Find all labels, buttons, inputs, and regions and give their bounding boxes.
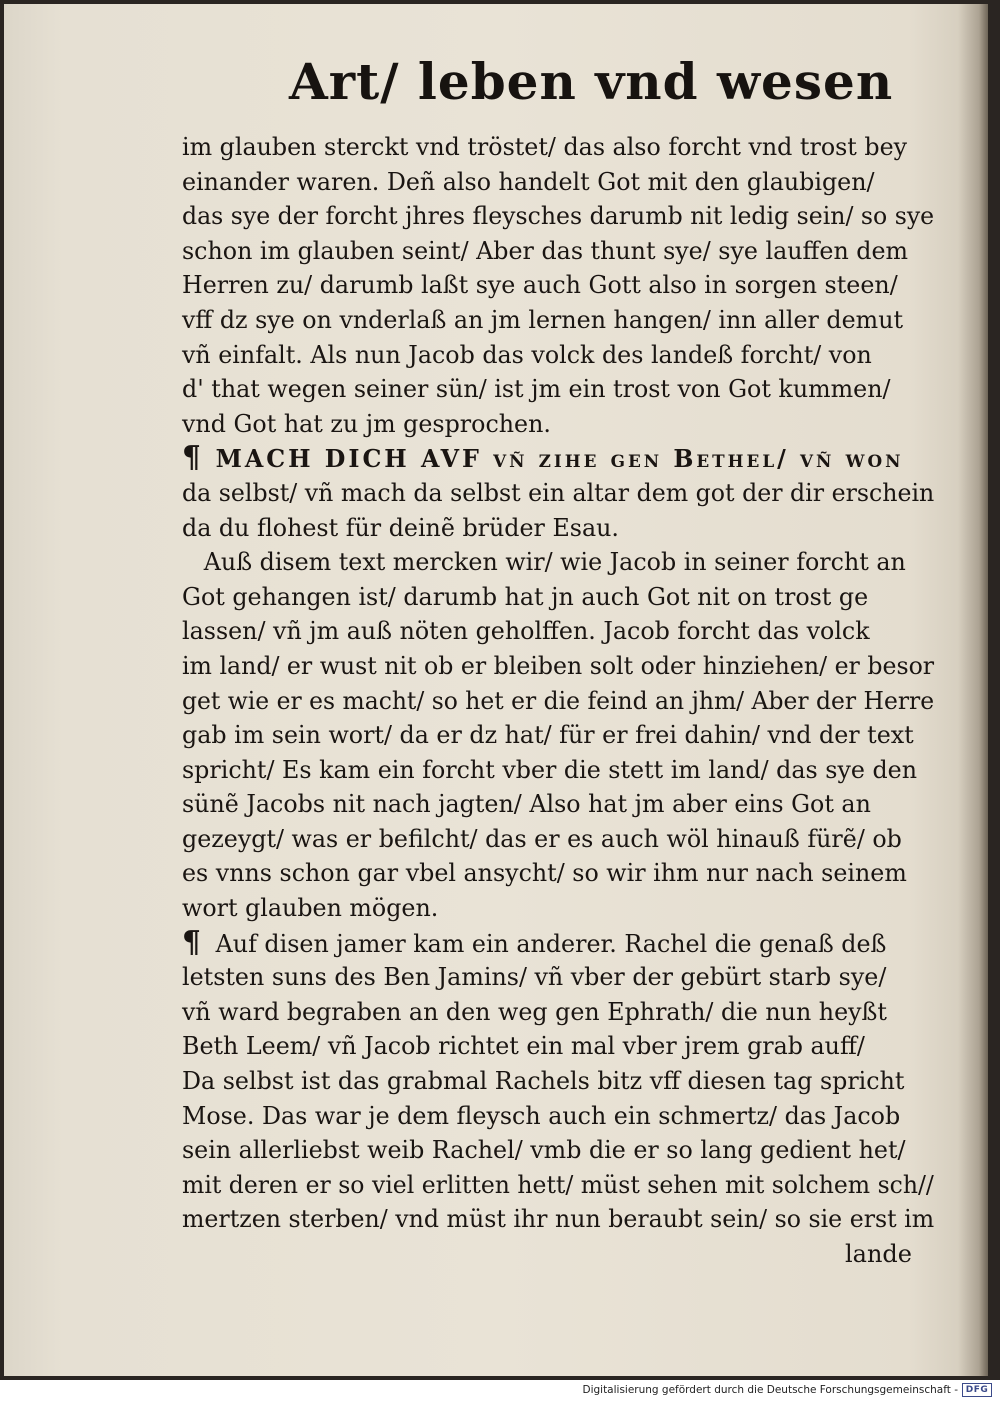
text-line	[182, 1064, 934, 1099]
text-line	[182, 130, 934, 165]
text-line	[182, 891, 934, 926]
line-text: Da selbst ist das grabmal Rachels bitz vff diesen tag spricht	[182, 1067, 905, 1096]
text-line	[182, 1202, 935, 1237]
text-line	[182, 1133, 934, 1168]
line-text: spricht/ Es kam ein forcht vber die stett im land/ das sye den	[182, 755, 918, 784]
book-page	[4, 4, 988, 1376]
line-text: vñ ward begraben an den weg gen Ephrath/ die nun heyßt	[182, 997, 887, 1026]
text-line	[182, 718, 934, 753]
text-line	[182, 511, 934, 546]
line-text: vnd Got hat zu jm gesprochen.	[182, 409, 551, 438]
text-line	[182, 303, 934, 338]
line-text: mertzen sterben/ vnd müst ihr nun beraubt sein/ so sie erst im	[182, 1205, 935, 1234]
line-text: da selbst/ vñ mach da selbst ein altar dem got der dir erschein	[182, 478, 935, 507]
text-line	[182, 995, 934, 1030]
line-text: sein allerliebst weib Rachel/ vmb die er so lang gedient het/	[182, 1136, 906, 1165]
text-line	[182, 856, 934, 891]
line-text: da du flohest für deinẽ brüder Esau.	[182, 513, 619, 542]
line-text: lassen/ vñ jm auß nöten geholffen. Jacob forcht das volck	[182, 617, 870, 646]
text-line	[182, 199, 935, 234]
line-text: im land/ er wust nit ob er bleiben solt oder hinziehen/ er besor	[182, 651, 935, 680]
line-text: gab im sein wort/ da er dz hat/ für er frei dahin/ vnd der text	[182, 721, 914, 750]
line-text: Auf disen jamer kam ein anderer. Rachel die genaß deß	[215, 929, 887, 958]
line-text: einander waren. Deñ also handelt Got mit den glaubigen/	[182, 167, 875, 196]
text-line	[182, 1168, 934, 1203]
line-text: Mose. Das war je dem fleysch auch ein schmertz/ das Jacob	[182, 1101, 901, 1130]
line-text: MACH DICH AVF vñ zihe gen Bethel/ vñ won	[215, 444, 904, 474]
text-line	[182, 1237, 942, 1272]
running-head: Art/ leben vnd wesen	[289, 52, 894, 111]
text-line	[182, 234, 934, 269]
line-text: wort glauben mögen.	[182, 894, 439, 923]
line-text: im glauben sterckt vnd tröstet/ das also forcht vnd trost bey	[182, 133, 908, 161]
line-text: Herren zu/ darumb laßt sye auch Gott also in sorgen steen/	[182, 271, 898, 300]
paragraph-mark: ¶	[182, 440, 201, 476]
text-line	[182, 614, 934, 649]
dfg-logo-icon: DFG	[962, 1383, 992, 1397]
line-text: sünẽ Jacobs nit nach jagten/ Also hat jm aber eins Got an	[182, 790, 871, 819]
text-line	[182, 1029, 934, 1064]
text-line	[182, 407, 934, 442]
paragraph-mark: ¶	[182, 924, 201, 960]
line-text: das sye der forcht jhres fleysches darumb nit ledig sein/ so sye	[182, 202, 935, 231]
text-line	[182, 1099, 934, 1134]
text-line	[182, 960, 934, 995]
text-line	[182, 753, 934, 788]
line-text: Beth Leem/ vñ Jacob richtet ein mal vber jrem grab auff/	[182, 1032, 865, 1061]
line-text: letsten suns des Ben Jamins/ vñ vber der gebürt starb sye/	[182, 963, 887, 992]
line-text: schon im glauben seint/ Aber das thunt sye/ sye lauffen dem	[182, 236, 909, 265]
text-line	[182, 926, 934, 961]
text-line	[182, 268, 934, 303]
line-text: Auß disem text mercken wir/ wie Jacob in seiner forcht an	[203, 548, 906, 577]
page-gutter-shadow	[958, 4, 988, 1376]
text-line	[182, 338, 934, 373]
page-text-block	[182, 130, 942, 1272]
text-line	[182, 580, 934, 615]
line-text: get wie er es macht/ so het er die feind an jhm/ Aber der Herre	[182, 686, 935, 715]
line-text: vff dz sye on vnderlaß an jm lernen hangen/ inn aller demut	[182, 305, 904, 334]
funding-credit: Digitalisierung gefördert durch die Deutsche Forschungsgemeinschaft -	[582, 1384, 958, 1396]
text-line	[182, 822, 934, 857]
line-text: Got gehangen ist/ darumb hat jn auch Got nit on trost ge	[182, 582, 869, 611]
line-text: d' that wegen seiner sün/ ist jm ein trost von Got kummen/	[182, 375, 891, 404]
line-text: vñ einfalt. Als nun Jacob das volck des landeß forcht/ von	[182, 340, 872, 369]
text-line	[182, 372, 934, 407]
line-text: mit deren er so viel erlitten hett/ müst sehen mit solchem sch//	[182, 1170, 934, 1199]
line-text: gezeygt/ was er befilcht/ das er es auch wöl hinauß fürẽ/ ob	[182, 824, 902, 853]
line-text: lande	[844, 1240, 912, 1268]
text-line	[182, 545, 934, 580]
text-line	[182, 684, 935, 719]
text-line	[182, 165, 934, 200]
footer-bar	[0, 1380, 1000, 1401]
text-line	[182, 787, 934, 822]
text-line	[182, 649, 935, 684]
text-line	[182, 476, 935, 511]
text-line	[182, 441, 934, 476]
line-text: es vnns schon gar vbel ansycht/ so wir ihm nur nach seinem	[182, 859, 907, 888]
